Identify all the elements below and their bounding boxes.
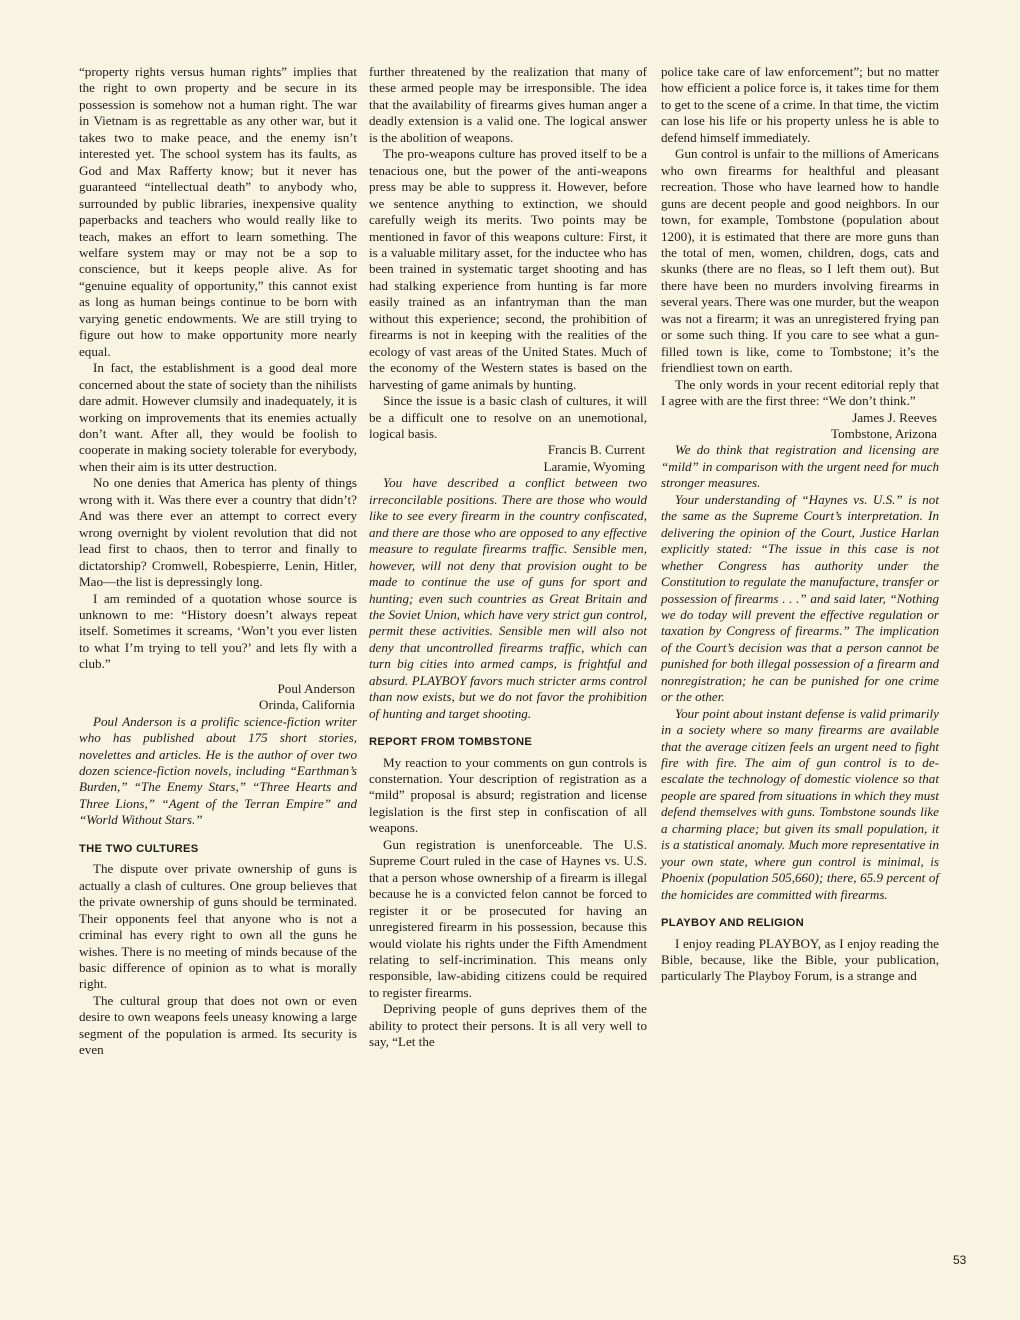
column-middle <box>369 64 647 1051</box>
section-heading: THE TWO CULTURES <box>79 842 199 855</box>
paragraph: Gun registration is unenforceable. The U.S. Supreme Court ruled in the case of Haynes vs. U.S. that a person whose ownership of a firearm is illegal because he is a convicted felon cannot be forced to register it or be prosecuted for having an unregistered firearm in his possession, because this would violate his rights under the Fifth Amendment relating to self-incrimination. This means only responsible, law-abiding citizens could be required to register firearms. <box>369 836 647 1000</box>
paragraph: police take care of law enforcement”; but no matter how efficient a police force is, it takes time for them to get to the scene of a crime. In that time, the victim can lose his life or his property unless he is able to defend himself immediately. <box>661 64 939 145</box>
paragraph: The pro-weapons culture has proved itself to be a tenacious one, but the power of the anti-weapons press may be able to suppress it. However, before we sentence anything to extinction, we should carefully weigh its merits. Two points may be mentioned in favor of this weapons culture: First, it is a valuable military asset, for the inductee who has been trained in systematic target shooting and has had stalking experience from hunting is far more easily trained as an infantryman than the man without this experience; second, the prohibition of firearms is not in keeping with the realities of the ecology of vast areas of the United States. Much of the economy of the Western states is based on the harvesting of game animals by hunting. <box>369 146 647 392</box>
signature-place: Tombstone, Arizona <box>831 425 937 441</box>
signature-place: Orinda, California <box>259 697 355 713</box>
paragraph: My reaction to your comments on gun controls is consternation. Your description of registration as a “mild” proposal is absurd; registration and license legislation is the first step in confiscation of all weapons. <box>369 754 647 836</box>
editor-reply: Your point about instant defense is valid primarily in a society where so many firearms are available that the average citizen feels an urgent need to fight fire with fire. The aim of gun control is to de-escalate the technology of domestic violence so that people are spared from situations in which they must defend themselves with guns. Tombstone sounds like a charming place; but given its small population, it is a statistical anomaly. Much more representative in your own state, where gun control is minimal, is Phoenix (population 505,660); there, 65.9 percent of the homicides are committed with firearms. <box>661 705 939 902</box>
editor-reply: You have described a conflict between two irreconcilable positions. There are those who would like to see every firearm in the country confiscated, and there are those who are opposed to any effective measure to regulate firearms traffic. Sensible men, however, will not deny that provision ought to be made to continue the use of guns for sport and hunting; even such countries as Great Britain and the Soviet Union, which have very strict gun control, permit these activities. Sensible men will also not deny that uncontrolled firearms traffic, which can turn big cities into armed camps, is frightful and absurd. PLAYBOY favors much stricter arms control than now exists, but we do not favor the prohibition of hunting and target shooting. <box>369 475 647 721</box>
column-left <box>79 64 357 1059</box>
editor-note: Poul Anderson is a prolific science-fiction writer who has published about 175 short stories, novelettes and articles. He is the author of over two dozen science-fiction novels, including “Earthman’s Burden,” “The Enemy Stars,” “Three Hearts and Three Lions,” “Agent of the Terran Empire” and “World Without Stars.” <box>79 713 357 828</box>
section-heading: REPORT FROM TOMBSTONE <box>369 736 533 749</box>
editor-reply: Your understanding of “Haynes vs. U.S.” is not the same as the Supreme Court’s interpretation. In delivering the opinion of the Court, Justice Harlan explicitly stated: “The issue in this case is not whether Congress has authority under the Constitution to regulate the manufacture, transfer or possession of firearms . . .” and said later, “Nothing we do today will prevent the effective regulation or taxation by Congress of firearms.” The implication of the Court’s decision was that a person cannot be punished for both illegal possession of a firearm and nonregistration; he can be punished for one crime or the other. <box>661 491 939 705</box>
paragraph: further threatened by the realization that many of these armed people may be irresponsible. The idea that the availability of firearms gives human anger a deadly extension is a valid one. The logical answer is the abolition of weapons. <box>369 64 647 145</box>
paragraph: No one denies that America has plenty of things wrong with it. Was there ever a country that didn’t? And was there ever an attempt to correct every wrong overnight by violent revolution that did not lead first to chaos, then to terror and finally to dictatorship? Cromwell, Robespierre, Lenin, Hitler, Mao—the list is depressingly long. <box>79 475 357 590</box>
paragraph: The only words in your recent editorial reply that I agree with are the first three: “We don’t think.” <box>661 376 939 409</box>
signature-name: Poul Anderson <box>277 680 355 696</box>
letter-signature <box>79 681 357 714</box>
signature-place: Laramie, Wyoming <box>543 458 645 474</box>
page-number: 53 <box>953 1253 967 1267</box>
signature-name: James J. Reeves <box>852 409 937 425</box>
paragraph: Gun control is unfair to the millions of Americans who own firearms for healthful and pleasant recreation. Those who have learned how to handle guns are decent people and good neighbors. In our town, for example, Tombstone (population about 1200), it is estimated that there are more guns than the total of men, women, children, dogs, cats and skunks (there are no fleas, so I left them out). But there have been no murders involving firearms in several years. There was one murder, but the weapon was not a firearm; it was an unregistered frying pan or some such thing. If you care to see what a gun-filled town is like, come to Tombstone; it’s the friendliest town on earth. <box>661 146 939 376</box>
paragraph: “property rights versus human rights” implies that the right to own property and be secure in its possession is somehow not a human right. The war in Vietnam is as regrettable as any other war, but it takes two to make peace, and the enemy isn’t interested yet. The school system has its faults, as God and Max Rafferty know; but it never has guaranteed “intellectual death” to anybody who, surrounded by public libraries, inexpensive quality paperbacks and teachers who would really like to teach, makes an effort to learn something. The welfare system may or may not be a sop to conscience, but it keeps people alive. As for “genuine equality of opportunity,” this cannot exist as long as human beings continue to be born with varying genetic endowments. We are still trying to figure out how to make opportunity more nearly equal. <box>79 64 357 359</box>
paragraph: The cultural group that does not own or even desire to own weapons feels uneasy knowing a large segment of the population is armed. Its security is even <box>79 992 357 1058</box>
column-right <box>661 64 939 985</box>
paragraph: I am reminded of a quotation whose source is unknown to me: “History doesn’t always repeat itself. Sometimes it screams, ‘Won’t you ever listen to what I’m trying to tell you?’ and lets fly with a club.” <box>79 590 357 672</box>
paragraph: I enjoy reading PLAYBOY, as I enjoy reading the Bible, because, like the Bible, your publication, particularly The Playboy Forum, is a strange and <box>661 935 939 984</box>
paragraph: In fact, the establishment is a good deal more concerned about the state of society than the nihilists dare admit. However clumsily and inadequately, it is working on improvements that its enemies actually don’t want. After all, they would be foolish to cooperate in making society tolerable for everybody, when their aim is its utter destruction. <box>79 360 357 474</box>
section-heading: PLAYBOY AND RELIGION <box>661 917 804 930</box>
editor-reply: We do think that registration and licensing are “mild” in comparison with the urgent need for much stronger measures. <box>661 442 939 491</box>
letter-signature <box>661 410 939 443</box>
paragraph: The dispute over private ownership of guns is actually a clash of cultures. One group believes that the private ownership of guns should be terminated. Their opponents feel that anyone who is not a criminal has every right to own all the guns he wishes. There is no meeting of minds because of the basic difference of opinion as to what is morally right. <box>79 861 357 992</box>
paragraph: Depriving people of guns deprives them of the ability to protect their persons. It is all very well to say, “Let the <box>369 1001 647 1050</box>
signature-name: Francis B. Current <box>547 442 645 458</box>
paragraph: Since the issue is a basic clash of cultures, it will be a difficult one to resolve on an unemotional, logical basis. <box>369 393 647 441</box>
letter-signature <box>369 442 647 475</box>
